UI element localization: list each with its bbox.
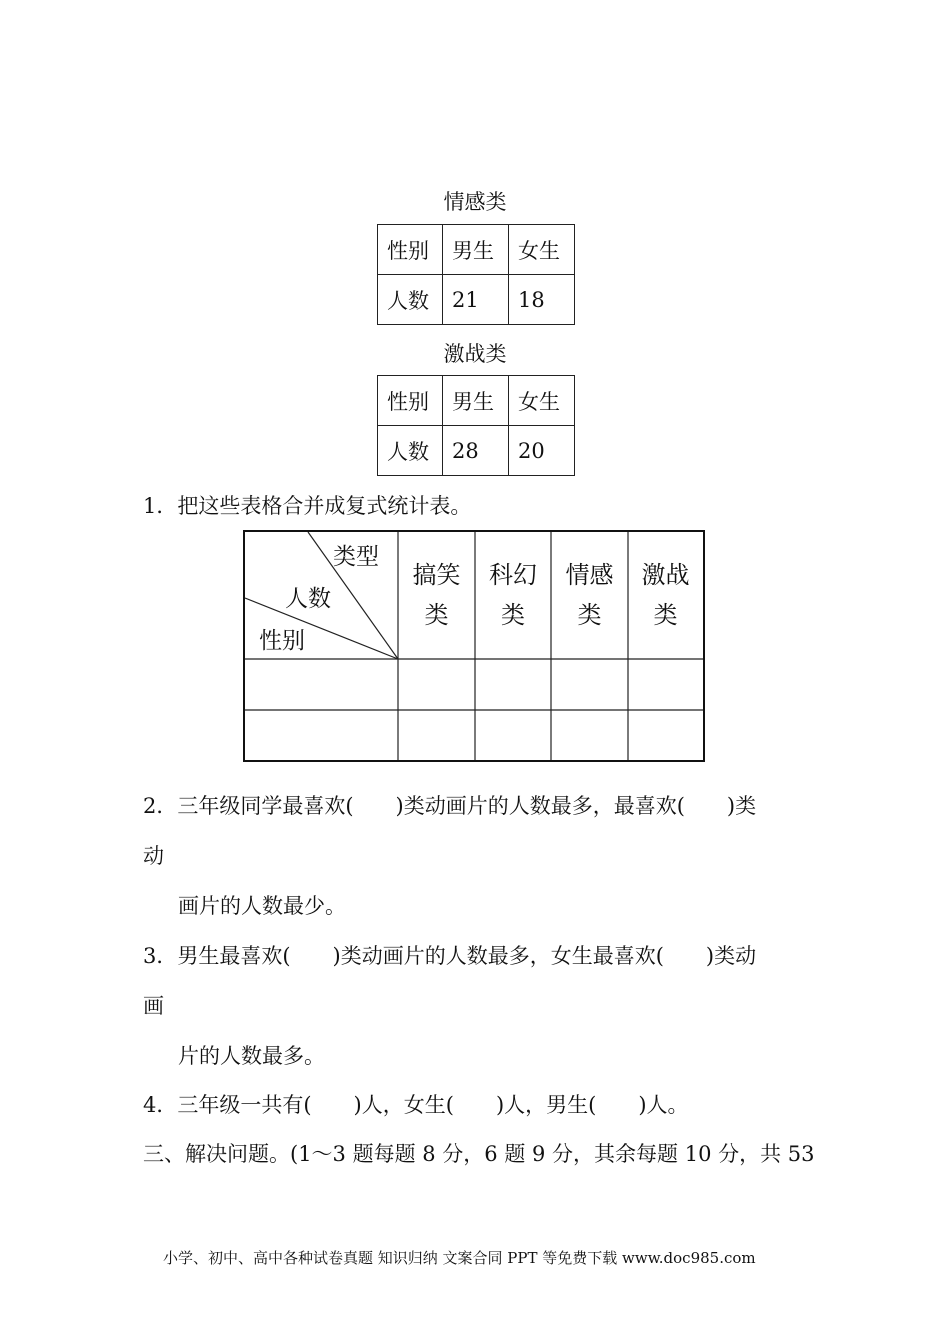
- column-header-battle: 激战 类: [641, 561, 690, 629]
- question-3-line-1: 3．男生最喜欢( )类动画片的人数最多，女生最喜欢( )类动: [143, 944, 757, 968]
- table-row: [378, 225, 575, 275]
- table-cell: 男生: [443, 376, 509, 426]
- table-cell: 28: [443, 426, 509, 476]
- column-header-emotion: 情感 类: [565, 561, 614, 629]
- diag-label-count: 人数: [285, 586, 331, 612]
- section-3-heading: 三、解决问题。(1～3 题每题 8 分，6 题 9 分，其余每题 10 分，共 53: [143, 1142, 815, 1166]
- table-cell: 人数: [378, 426, 443, 476]
- question-3-line-2: 画: [143, 994, 164, 1018]
- table-caption-2: 激战类: [443, 342, 507, 366]
- table-cell: 人数: [378, 275, 443, 325]
- question-1: 1．把这些表格合并成复式统计表。: [143, 494, 472, 518]
- question-4: 4．三年级一共有( )人，女生( )人，男生( )人。: [143, 1093, 689, 1117]
- column-header-comedy: 搞笑 类: [412, 561, 461, 629]
- compound-table: [243, 530, 705, 762]
- stats-table-2: [377, 375, 575, 476]
- table-cell: 18: [509, 275, 575, 325]
- question-2-line-2: 动: [143, 844, 164, 868]
- diag-label-gender: 性别: [259, 628, 305, 654]
- question-2-line-1: 2．三年级同学最喜欢( )类动画片的人数最多，最喜欢( )类: [143, 794, 757, 818]
- table-row: [378, 275, 575, 325]
- table-cell: 男生: [443, 225, 509, 275]
- table-cell: 性别: [378, 376, 443, 426]
- diag-label-type: 类型: [333, 544, 379, 570]
- table-row: [378, 376, 575, 426]
- page-footer: 小学、初中、高中各种试卷真题 知识归纳 文案合同 PPT 等免费下载 www.doc985.com: [163, 1249, 756, 1267]
- question-2-line-3: 画片的人数最少。: [178, 894, 346, 918]
- table-cell: 女生: [509, 225, 575, 275]
- table-cell: 20: [509, 426, 575, 476]
- table-caption-1: 情感类: [443, 190, 507, 214]
- stats-table-1: [377, 224, 575, 325]
- table-cell: 性别: [378, 225, 443, 275]
- table-cell: 女生: [509, 376, 575, 426]
- column-header-scifi: 科幻 类: [489, 561, 537, 629]
- table-row: [378, 426, 575, 476]
- table-cell: 21: [443, 275, 509, 325]
- question-3-line-3: 片的人数最多。: [178, 1044, 325, 1068]
